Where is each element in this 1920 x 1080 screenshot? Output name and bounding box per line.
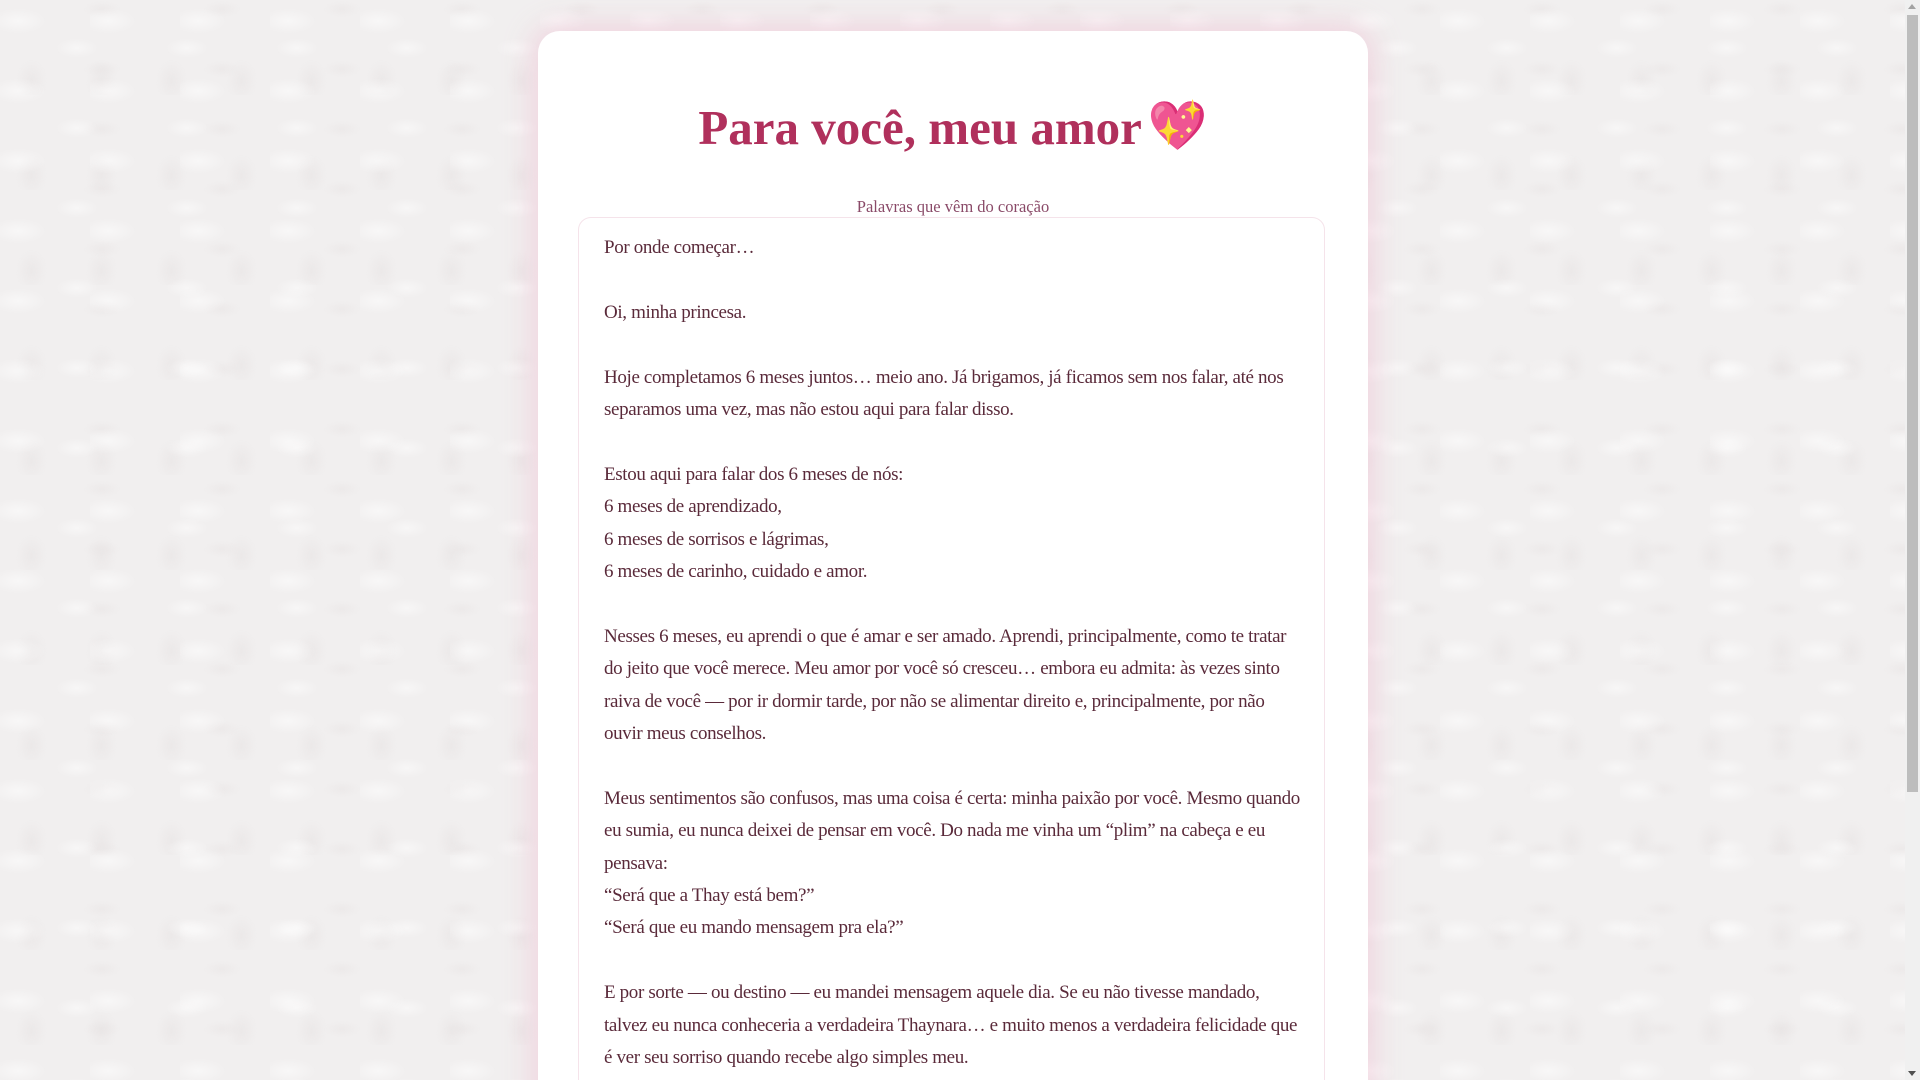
letter-paragraph [604, 297, 1302, 329]
page-title [538, 98, 1368, 158]
page-title-text: Para você, meu amor [698, 100, 1142, 155]
letter-line: 6 meses de sorrisos e lágrimas, [604, 528, 829, 550]
letter-line: Por onde começar… [604, 237, 755, 258]
letter-line: “Será que a Thay está bem?” [604, 885, 815, 907]
letter-line: Oi, minha princesa. [604, 301, 747, 323]
scrollbar-thumb[interactable] [1907, 15, 1918, 792]
letter-line: Meus sentimentos são confusos, mas uma coisa é certa: minha paixão por você. Mesmo quando eu sumia, eu nunca deixei de pensar em você. Do nada me vinha um “plim” na cabeça e eu pensava: [604, 787, 1300, 874]
vertical-scrollbar[interactable] [1905, 0, 1920, 1080]
letter-paragraph [604, 362, 1302, 427]
letter-paragraph [604, 459, 1302, 589]
letter-line: Nesses 6 meses, eu aprendi o que é amar e ser amado. Aprendi, principalmente, como te tratar do jeito que você merece. Meu amor por você só cresceu… embora eu admita: às vezes sinto raiva de você — por ir dormir tarde, por não se alimentar direito e, principalmente, por não ouvir meus conselhos. [604, 625, 1287, 745]
letter-paragraph [604, 977, 1302, 1074]
letter-line: 6 meses de carinho, cuidado e amor. [604, 561, 868, 583]
letter-card [538, 31, 1368, 1080]
scroll-down-arrow-icon[interactable] [1908, 1071, 1916, 1076]
letter-paragraph [604, 232, 1302, 264]
letter-paragraph [604, 783, 1302, 945]
letter-line: “Será que eu mando mensagem pra ela?” [604, 917, 904, 939]
letter-line: Hoje completamos 6 meses juntos… meio ano. Já brigamos, já ficamos sem nos falar, até nos separamos uma vez, mas não estou aqui para falar disso. [604, 366, 1284, 420]
letter-paragraph [604, 621, 1302, 751]
page-subtitle: Palavras que vêm do coração [856, 197, 1050, 216]
sparkling-heart-icon: 💖 [1147, 98, 1208, 154]
letter-line: 6 meses de aprendizado, [604, 496, 782, 518]
letter-line: E por sorte — ou destino — eu mandei mensagem aquele dia. Se eu não tivesse mandado, talvez eu nunca conheceria a verdadeira Thaynara… e muito menos a verdadeira felicidade que é ver seu sorriso quando recebe algo simples meu. [604, 982, 1298, 1069]
letter-text [604, 232, 1302, 1074]
letter-body [578, 217, 1325, 1080]
letter-line: Estou aqui para falar dos 6 meses de nós: [604, 463, 904, 485]
scroll-up-arrow-icon[interactable] [1908, 4, 1916, 9]
